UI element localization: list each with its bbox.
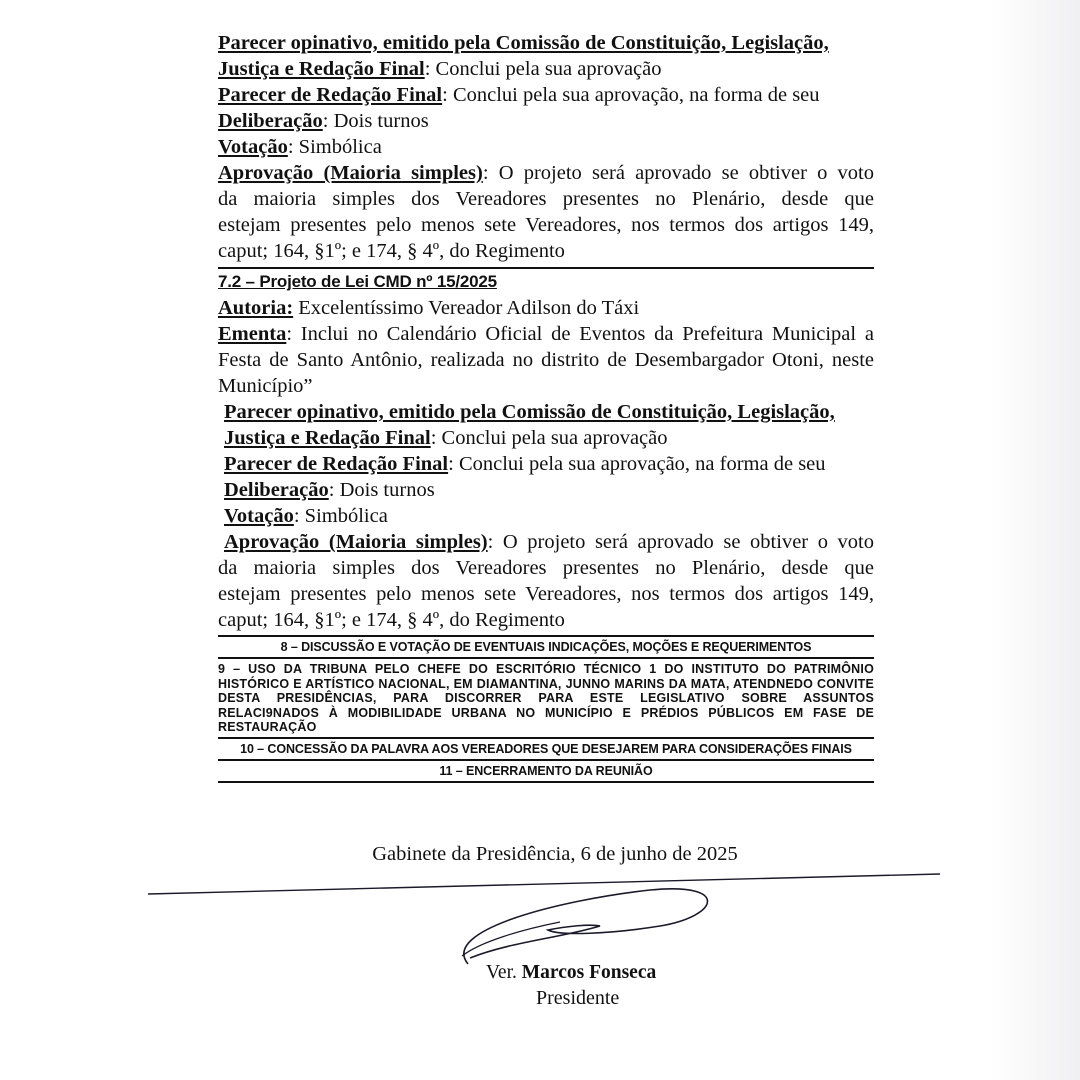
project-aprovacao-line-2: da maioria simples dos Vereadores presentes no Plenário, desde que <box>218 557 874 579</box>
place-and-date: Gabinete da Presidência, 6 de junho de 2025 <box>372 843 738 865</box>
project-parecer-opinativo-heading: Parecer opinativo, emitido pela Comissão de Constituição, Legislação, <box>224 401 835 423</box>
project-parecer-redacao-line: Parecer de Redação Final: Conclui pela sua aprovação, na forma de seu <box>224 453 826 475</box>
project-title: 7.2 – Projeto de Lei CMD nº 15/2025 <box>218 272 497 291</box>
project-block <box>218 271 874 633</box>
project-details <box>218 399 874 555</box>
deliberacao-line: Deliberação: Dois turnos <box>218 110 429 132</box>
parecer-redacao-line: Parecer de Redação Final: Conclui pela sua aprovação, na forma de seu <box>218 84 820 106</box>
project-parecer-opinativo-line: Justiça e Redação Final: Conclui pela sua aprovação <box>224 427 668 449</box>
project-aprovacao-line-1: Aprovação (Maioria simples): O projeto será aprovado se obtiver o voto <box>224 531 874 553</box>
aprovacao-line-4: caput; 164, §1º; e 174, § 4º, do Regimento <box>218 240 565 262</box>
project-votacao-line: Votação: Simbólica <box>224 505 388 527</box>
parecer-opinativo-line: Justiça e Redação Final: Conclui pela sua aprovação <box>218 58 662 80</box>
signer-name: Ver. Marcos Fonseca <box>486 962 657 983</box>
agenda-item-8: 8 – DISCUSSÃO E VOTAÇÃO DE EVENTUAIS INDICAÇÕES, MOÇÕES E REQUERIMENTOS <box>280 640 812 654</box>
ementa-line-1: Ementa: Inclui no Calendário Oficial de Eventos da Prefeitura Municipal a <box>218 323 874 345</box>
signature-stroke <box>148 874 940 894</box>
aprovacao-line-1: Aprovação (Maioria simples): O projeto será aprovado se obtiver o voto <box>218 162 874 184</box>
autoria-line: Autoria: Excelentíssimo Vereador Adilson do Táxi <box>218 297 640 319</box>
agenda-item-9: 9 – USO DA TRIBUNA PELO CHEFE DO ESCRITÓRIO TÉCNICO 1 DO INSTITUTO DO PATRIMÔNIO HISTÓRICO E ARTÍSTICO NACIONAL, EM DIAMANTINA, JUNNO MARINS DA MATA, ATENDNEDO CONVITE DESTA PRESIDÊNCIAS, PARA DISCORRER PARA ESTE LEGISLATIVO SOBRE ASSUNTOS RELACI9NADOS À MODIBILIDADE URBANA NO MUNICÍPIO E PRÉDIOS PÚBLICOS EM FASE DE RESTAURAÇÃO <box>218 662 874 734</box>
ementa-line-2: Festa de Santo Antônio, realizada no distrito de Desembargador Otoni, neste <box>218 349 874 371</box>
agenda-item-11: 11 – ENCERRAMENTO DA REUNIÃO <box>439 763 653 778</box>
project-aprovacao-line-3: estejam presentes pelo menos sete Vereadores, nos termos dos artigos 149, <box>218 583 874 605</box>
aprovacao-line-2: da maioria simples dos Vereadores presentes no Plenário, desde que <box>218 188 874 210</box>
agenda-item-10: 10 – CONCESSÃO DA PALAVRA AOS VEREADORES QUE DESEJAREM PARA CONSIDERAÇÕES FINAIS <box>240 741 852 756</box>
signature-flourish <box>464 889 708 964</box>
document-body <box>218 30 874 783</box>
signer-role: Presidente <box>536 987 620 1009</box>
ementa-line-3: Município” <box>218 375 313 397</box>
divider <box>218 781 874 783</box>
divider <box>218 267 874 269</box>
parecer-opinativo-heading: Parecer opinativo, emitido pela Comissão de Constituição, Legislação, <box>218 32 829 54</box>
votacao-line: Votação: Simbólica <box>218 136 382 158</box>
top-block <box>218 30 874 264</box>
project-deliberacao-line: Deliberação: Dois turnos <box>224 479 435 501</box>
project-aprovacao-line-4: caput; 164, §1º; e 174, § 4º, do Regimento <box>218 609 565 631</box>
aprovacao-line-3: estejam presentes pelo menos sete Vereadores, nos termos dos artigos 149, <box>218 214 874 236</box>
